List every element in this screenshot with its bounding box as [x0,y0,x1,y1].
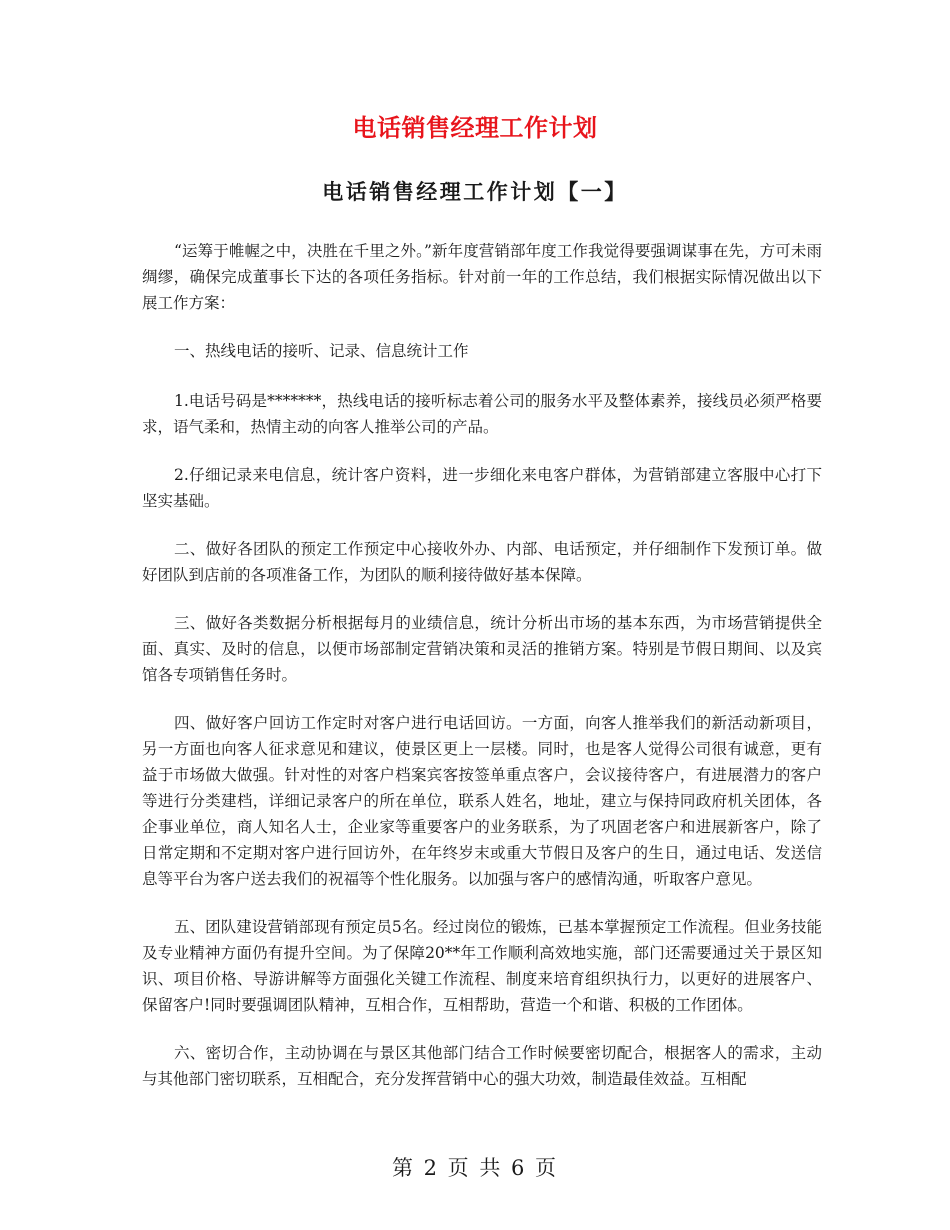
paragraph-team-booking: 二、做好各团队的预定工作预定中心接收外办、内部、电话预定，并仔细制作下发预订单。做好团队到店前的各项准备工作，为团队的顺利接待做好基本保障。 [142,540,822,584]
paragraph-cooperation: 六、密切合作，主动协调在与景区其他部门结合工作时候要密切配合，根据客人的需求，主动与其他部门密切联系，互相配合，充分发挥营销中心的强大功效，制造最佳效益。互相配 [142,1044,822,1088]
document-body [142,238,822,1114]
paragraph-data-analysis: 三、做好各类数据分析根据每月的业绩信息，统计分析出市场的基本东西，为市场营销提供全面、真实、及时的信息，以便市场部制定营销决策和灵活的推销方案。特别是节假日期间、以及宾馆各专项销售任务时。 [142,614,822,684]
section-heading-hotline: 一、热线电话的接听、记录、信息统计工作 [174,342,469,360]
paragraph-customer-followup: 四、做好客户回访工作定时对客户进行电话回访。一方面，向客人推举我们的新活动新项目，另一方面也向客人征求意见和建议，使景区更上一层楼。同时，也是客人觉得公司很有诚意，更有益于市场做大做强。针对性的对客户档案宾客按签单重点客户，会议接待客户，有进展潜力的客户等进行分类建档，详细记录客户的所在单位，联系人姓名，地址，建立与保持同政府机关团体，各企事业单位，商人知名人士，企业家等重要客户的业务联系，为了巩固老客户和进展新客户，除了日常定期和不定期对客户进行回访外，在年终岁末或重大节假日及客户的生日，通过电话、发送信息等平台为客户送去我们的祝福等个性化服务。以加强与客户的感情沟通，听取客户意见。 [142,714,822,888]
paragraph-phone-number: 1.电话号码是*******，热线电话的接听标志着公司的服务水平及整体素养，接线员必须严格要求，语气柔和，热情主动的向客人推举公司的产品。 [142,392,822,436]
paragraph-team-building: 五、团队建设营销部现有预定员5名。经过岗位的锻炼，已基本掌握预定工作流程。但业务技能及专业精神方面仍有提升空间。为了保障20**年工作顺利高效地实施，部门还需要通过关于景区知识、项目价格、导游讲解等方面强化关键工作流程、制度来培育组织执行力，以更好的进展客户、保留客户!同时要强调团队精神，互相合作，互相帮助，营造一个和谐、积极的工作团体。 [142,918,822,1014]
document-title: 电话销售经理工作计划 [352,114,598,142]
document-subtitle: 电话销售经理工作计划【一】 [322,179,628,204]
paragraph-intro: “运筹于帷幄之中，决胜在千里之外。”新年度营销部年度工作我觉得要强调谋事在先，方可未雨绸缪，确保完成董事长下达的各项任务指标。针对前一年的工作总结，我们根据实际情况做出以下展工作方案： [142,242,822,312]
page-number-footer: 第 2 页 共 6 页 [391,1156,559,1180]
paragraph-record-calls: 2.仔细记录来电信息，统计客户资料，进一步细化来电客户群体，为营销部建立客服中心打下坚实基础。 [142,466,822,510]
